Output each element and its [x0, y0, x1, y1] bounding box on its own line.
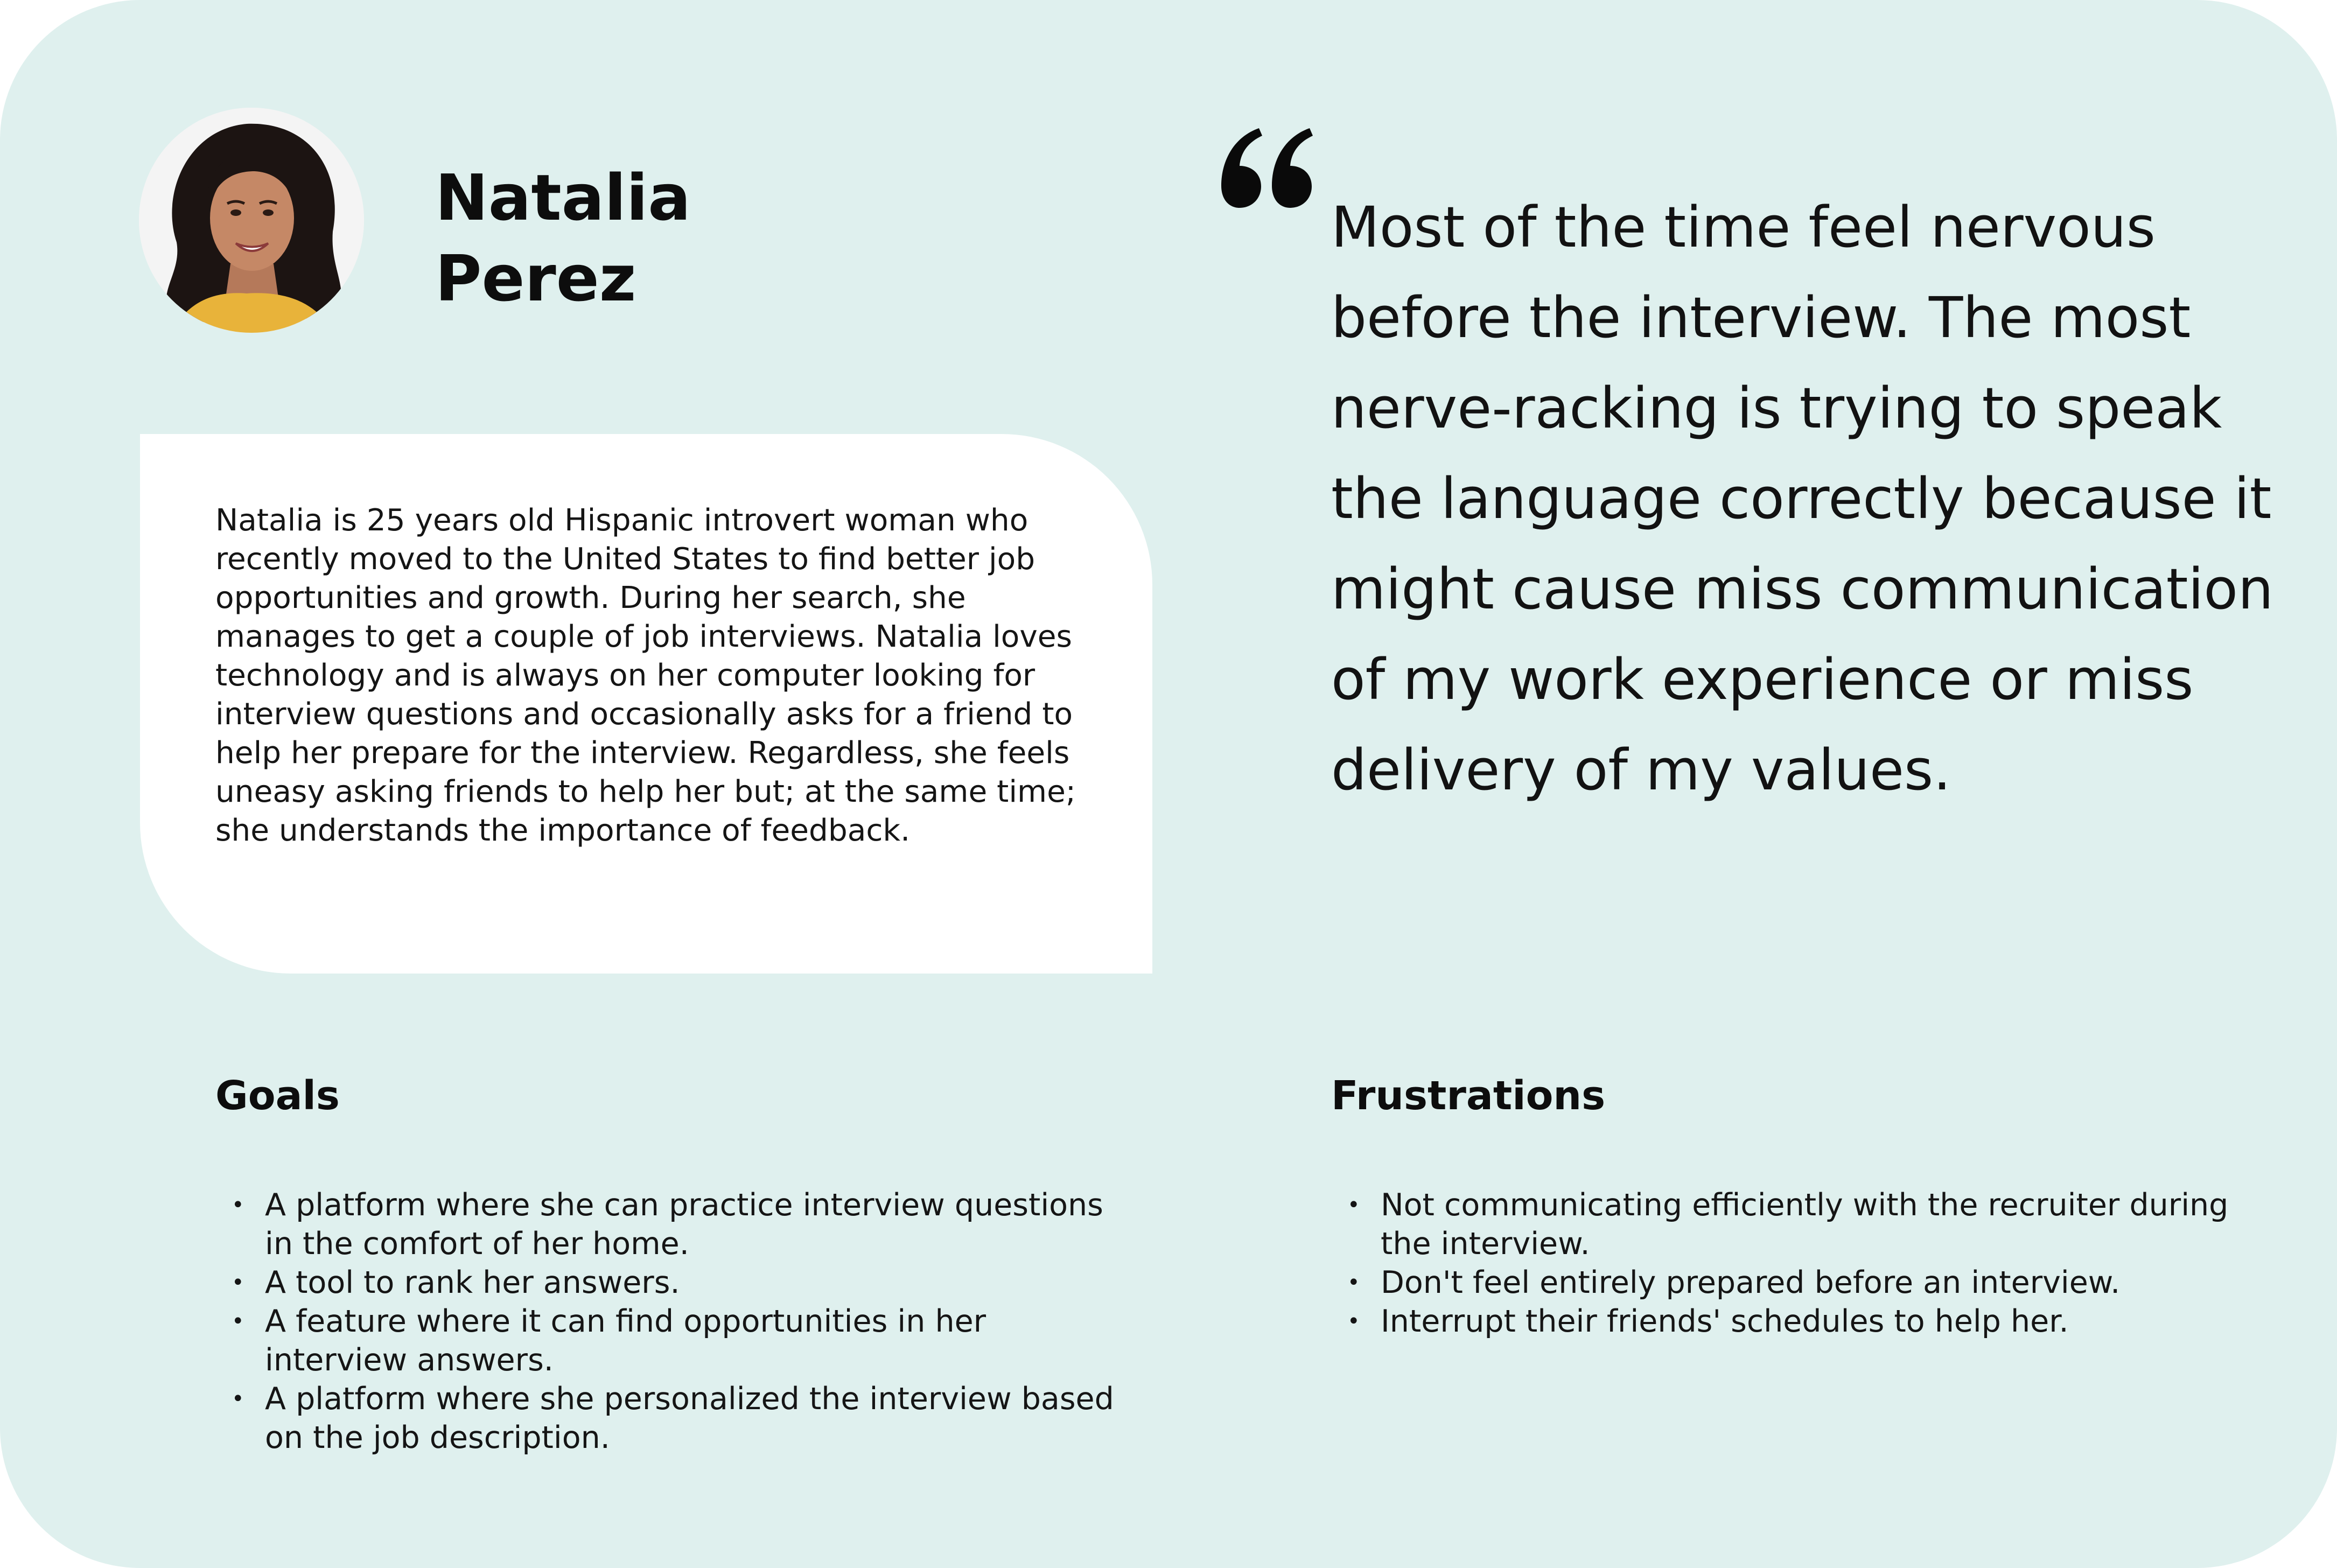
bullet-icon: •	[232, 1193, 244, 1217]
list-item	[232, 1302, 1125, 1380]
bullet-icon: •	[232, 1309, 244, 1334]
quotation-mark-icon	[1212, 124, 1319, 210]
frustration-text: Not communicating efficiently with the recruiter during the interview.	[1381, 1187, 2229, 1262]
persona-last-name: Perez	[435, 241, 636, 316]
frustration-text: Don't feel entirely prepared before an interview.	[1381, 1265, 2121, 1300]
goal-text: A tool to rank her answers.	[265, 1265, 680, 1300]
list-item	[1347, 1263, 2284, 1302]
list-item	[232, 1263, 1125, 1302]
bullet-icon: •	[232, 1387, 244, 1411]
goals-list	[232, 1186, 1125, 1457]
goal-text: A platform where she can practice interview questions in the comfort of her home.	[265, 1187, 1103, 1262]
bullet-icon: •	[1347, 1270, 1360, 1295]
avatar	[139, 108, 364, 333]
list-item	[1347, 1186, 2284, 1263]
list-item	[232, 1380, 1125, 1457]
bullet-icon: •	[232, 1270, 244, 1295]
bullet-icon: •	[1347, 1309, 1360, 1334]
list-item	[232, 1186, 1125, 1263]
persona-quote: Most of the time feel nervous before the interview. The most nerve-racking is trying to speak the language correctly because it might cause miss communication of my work experience or miss delivery of my values.	[1331, 194, 2273, 803]
list-item	[1347, 1302, 2284, 1341]
bio-card	[140, 434, 1152, 974]
frustrations-list	[1347, 1186, 2284, 1341]
portrait-photo-icon	[139, 108, 364, 333]
frustration-text: Interrupt their friends' schedules to help her.	[1381, 1304, 2069, 1339]
frustrations-title: Frustrations	[1331, 1073, 1606, 1119]
bio-text: Natalia is 25 years old Hispanic introvert woman who recently moved to the United States to find better job opportunities and growth. During her search, she manages to get a couple of job interviews. Natalia loves technology and is always on her computer looking for interview questions and occasionally asks for a friend to help her prepare for the interview. Regardless, she feels uneasy asking friends to help her but; at the same time; she understands the importance of feedback.	[215, 503, 1076, 848]
goal-text: A platform where she personalized the interview based on the job description.	[265, 1381, 1114, 1455]
bullet-icon: •	[1347, 1193, 1360, 1217]
goals-title: Goals	[215, 1073, 340, 1119]
persona-first-name: Natalia	[435, 160, 691, 235]
goal-text: A feature where it can find opportunities in her interview answers.	[265, 1304, 986, 1378]
persona-name	[435, 157, 691, 319]
